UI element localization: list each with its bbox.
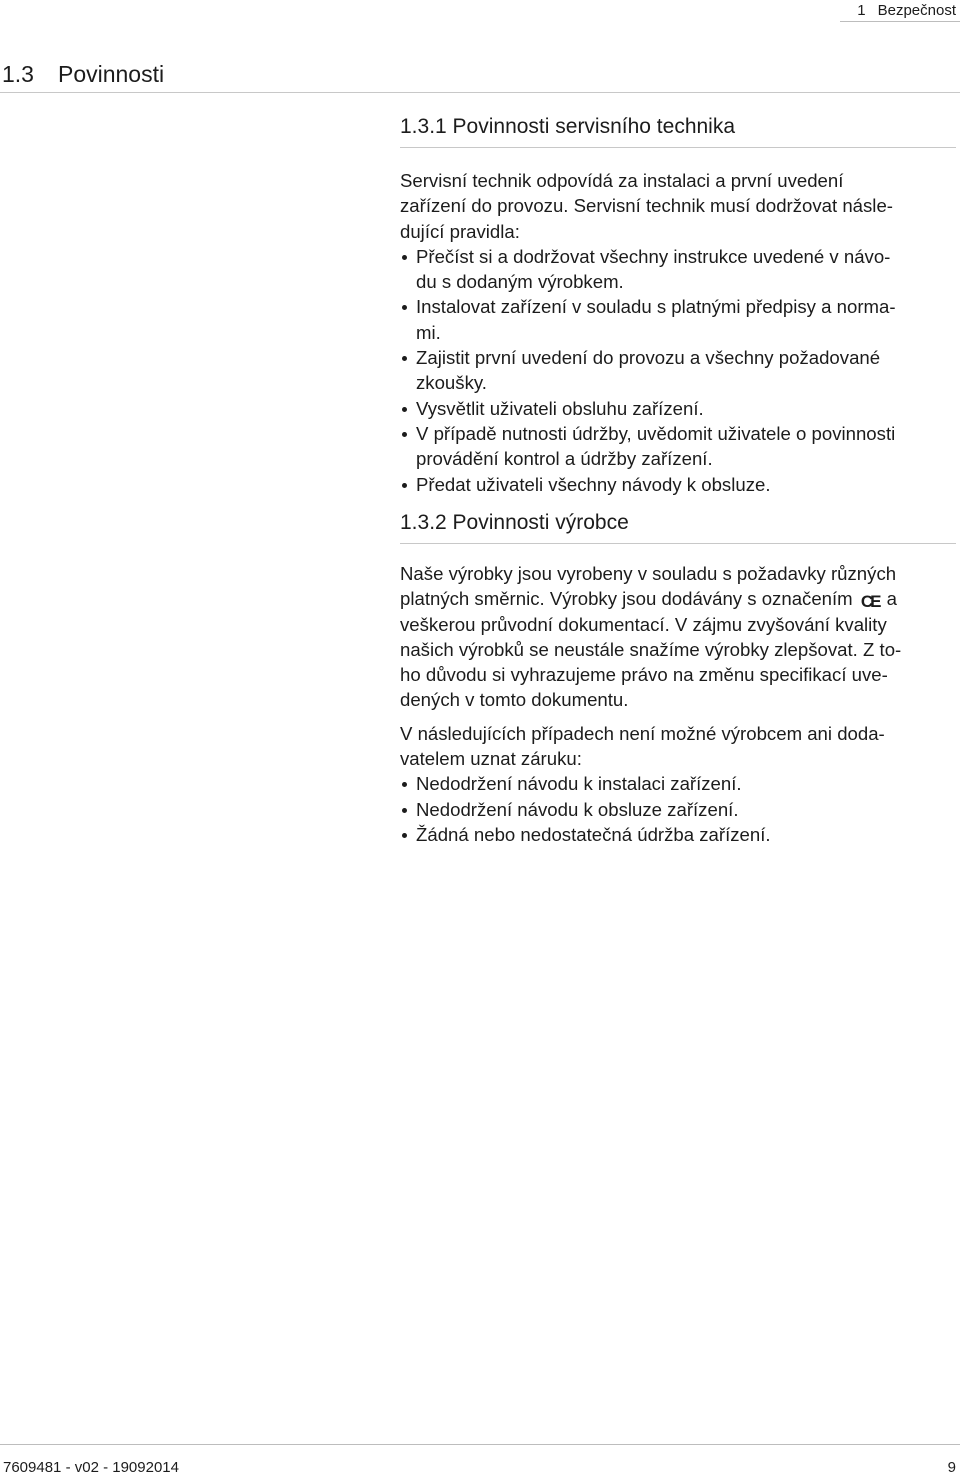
header-rule — [840, 21, 960, 22]
section-title-text: Povinnosti — [57, 61, 165, 87]
list-item: Instalovat zařízení v souladu s platnými předpisy a norma- mi. — [400, 294, 956, 345]
warranty-paragraph: V následujících případech není možné výrobcem ani doda- vatelem uznat záruku: — [400, 722, 885, 770]
footer-rule — [0, 1444, 960, 1445]
list-item: Vysvětlit uživateli obsluhu zařízení. — [400, 396, 956, 421]
intro-paragraph — [400, 168, 956, 244]
list-item: Předat uživateli všechny návody k obsluze. — [400, 472, 956, 497]
list-item: Žádná nebo nedostatečná údržba zařízení. — [400, 822, 956, 847]
page-number: 9 — [947, 1459, 956, 1476]
subsection-manufacturer — [400, 508, 956, 847]
ce-mark-icon: CE — [860, 592, 879, 612]
document-id: 7609481 - v02 - 19092014 — [3, 1459, 179, 1476]
list-item: Nedodržení návodu k obsluze zařízení. — [400, 797, 956, 822]
list-item: Zajistit první uvedení do provozu a všechny požadované zkoušky. — [400, 345, 956, 396]
intro-line: dující pravidla: — [400, 220, 520, 242]
list-item: V případě nutnosti údržby, uvědomit uživatele o povinnosti provádění kontrol a údržby zařízení. — [400, 421, 956, 472]
technician-duties-list — [400, 244, 956, 497]
subsection-heading: 1.3.2 Povinnosti výrobce — [400, 508, 956, 544]
intro-line: Servisní technik odpovídá za instalaci a první uvedení — [400, 170, 844, 191]
section-rule — [0, 92, 960, 93]
section-title — [2, 58, 164, 90]
subsection-body — [400, 168, 956, 497]
chapter-title: Bezpečnost — [877, 2, 956, 19]
page-footer — [0, 1444, 960, 1476]
list-item: Nedodržení návodu k instalaci zařízení. — [400, 771, 956, 796]
subsection-heading: 1.3.1 Povinnosti servisního technika — [400, 112, 956, 148]
running-header — [857, 0, 956, 22]
chapter-number: 1 — [857, 2, 866, 19]
section-number: 1.3 — [2, 61, 34, 87]
manufacturer-paragraph: Naše výrobky jsou vyrobeny v souladu s požadavky různých platných směrnic. Výrobky jsou dodávány s označením CE a veškerou průvodní dokumentací. V zájmu zvyšování kvality našich výrobků se neustále snažíme výrobky zlepšovat. Z to- ho důvodu si vyhrazujeme právo na změnu specifikací uve- dených v tomto dokumentu. — [400, 563, 902, 711]
subsection-body — [400, 561, 956, 847]
warranty-exclusions-list — [400, 771, 956, 847]
subsection-service-technician — [400, 112, 956, 497]
list-item: Přečíst si a dodržovat všechny instrukce uvedené v návo- du s dodaným výrobkem. — [400, 244, 956, 295]
intro-line: zařízení do provozu. Servisní technik musí dodržovat násle- — [400, 195, 893, 217]
